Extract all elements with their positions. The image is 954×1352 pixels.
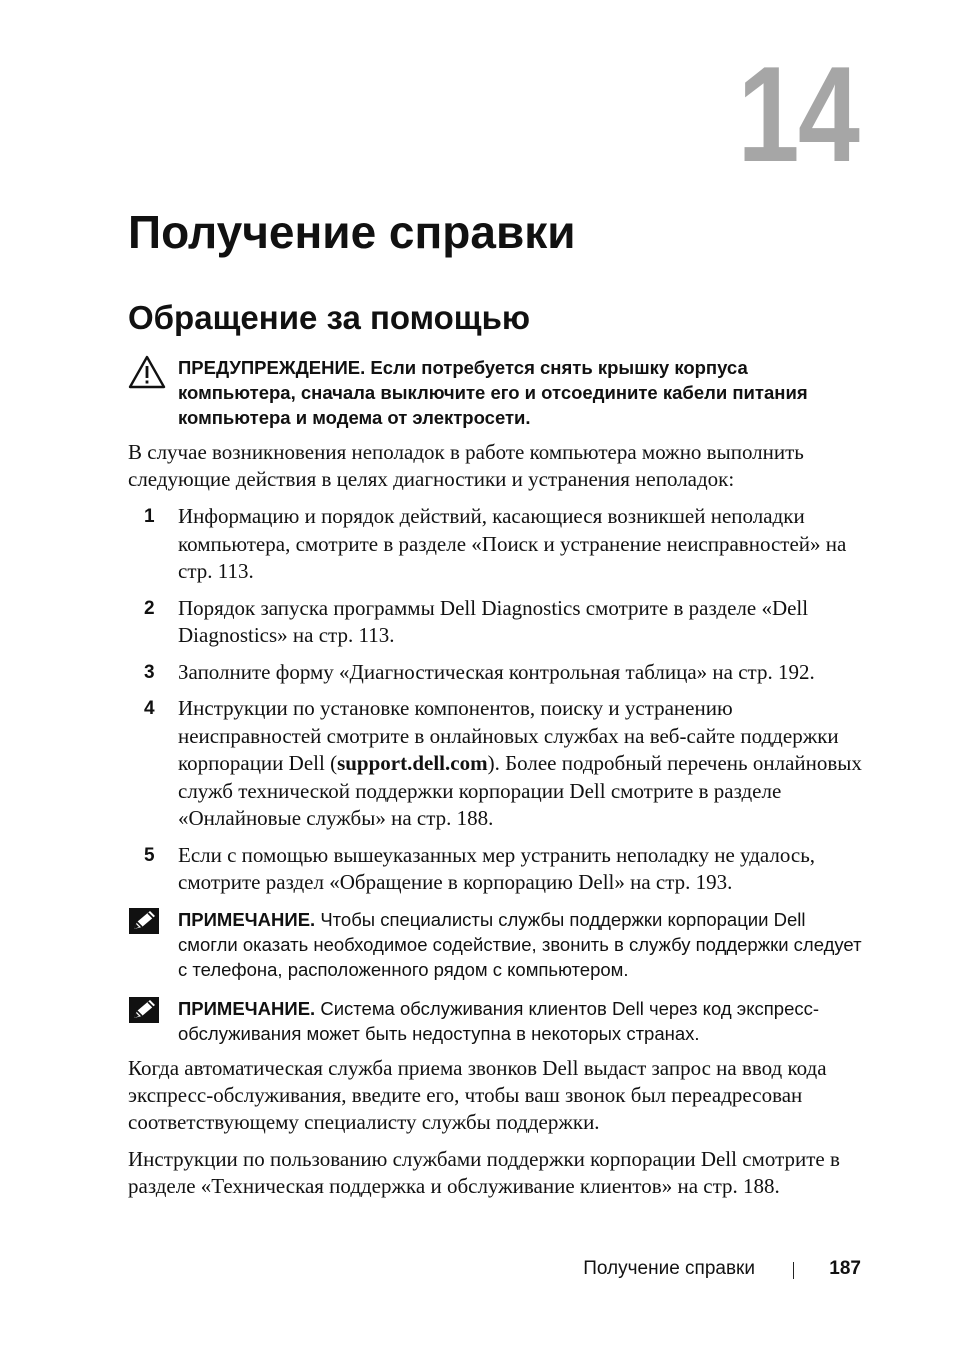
warning-label: ПРЕДУПРЕЖДЕНИЕ. <box>178 357 366 378</box>
footer-title: Получение справки <box>583 1258 755 1279</box>
step-number: 2 <box>144 597 155 619</box>
support-link[interactable]: support.dell.com <box>337 751 488 775</box>
note-pencil-icon <box>128 996 160 1024</box>
step-number: 3 <box>144 661 155 683</box>
list-item <box>128 695 868 833</box>
step-number: 1 <box>144 506 155 527</box>
step-text: Информацию и порядок действий, касающиеся возникшей неполадки компьютера, смотрите в разделе «Поиск и устранение неисправностей» на стр. 113. <box>178 504 847 583</box>
note-text <box>178 907 868 982</box>
note-label: ПРИМЕЧАНИЕ. <box>178 998 316 1019</box>
footer-divider <box>793 1262 794 1279</box>
note-label: ПРИМЕЧАНИЕ. <box>178 909 316 930</box>
step-text: Порядок запуска программы Dell Diagnostics смотрите в разделе «Dell Diagnostics» на стр. 113. <box>178 595 809 647</box>
steps-list <box>128 503 868 906</box>
body-paragraph: Когда автоматическая служба приема звонков Dell выдаст запрос на ввод кода экспресс-обслуживания, введите его, чтобы ваш звонок был переадресован соответствующему специалисту службы поддержки. <box>128 1056 827 1134</box>
note-text <box>178 996 868 1046</box>
step-text: Если с помощью вышеуказанных мер устранить неполадку не удалось, смотрите раздел «Обращение в корпорацию Dell» на стр. 193. <box>178 842 816 894</box>
intro-paragraph: В случае возникновения неполадок в работе компьютера можно выполнить следующие действия в целях диагностики и устранения неполадок: <box>128 440 804 491</box>
list-item <box>128 659 868 687</box>
section-title: Обращение за помощью <box>128 299 531 336</box>
step-number: 4 <box>144 698 155 719</box>
chapter-title: Получение справки <box>128 206 576 258</box>
warning-body: Если потребуется снять крышку корпуса компьютера, сначала выключите его и отсоедините кабели питания компьютера и модема от электросети. <box>178 357 808 428</box>
note-body: Система обслуживания клиентов Dell через код экспресс-обслуживания может быть недоступна в некоторых странах. <box>178 998 820 1044</box>
list-item <box>128 842 868 897</box>
warning-text <box>178 355 868 430</box>
list-item <box>128 503 868 586</box>
chapter-number: 14 <box>737 38 858 190</box>
step-text: Заполните форму «Диагностическая контрольная таблица» на стр. 192. <box>178 659 815 684</box>
note-body: Чтобы специалисты службы поддержки корпорации Dell смогли оказать необходимое содействие, звонить в службу поддержки следует с телефона, расположенного рядом с компьютером. <box>178 909 862 980</box>
list-item <box>128 595 868 650</box>
step-text-before: Инструкции по установке компонентов, поиску и устранению неисправностей смотрите в онлайновых службах на веб-сайте поддержки корпорации Dell ( <box>178 696 839 775</box>
warning-triangle-icon <box>128 355 166 389</box>
body-paragraph: Инструкции по пользованию службами поддержки корпорации Dell смотрите в разделе «Техническая поддержка и обслуживание клиентов» на стр. 188. <box>128 1147 840 1198</box>
step-number: 5 <box>144 844 155 866</box>
step-text-after: ). Более подробный перечень онлайновых служб технической поддержки корпорации Dell смотрите в разделе «Онлайновые службы» на стр. 188. <box>178 751 862 830</box>
note-pencil-icon <box>128 907 160 935</box>
page-number: 187 <box>829 1258 861 1279</box>
